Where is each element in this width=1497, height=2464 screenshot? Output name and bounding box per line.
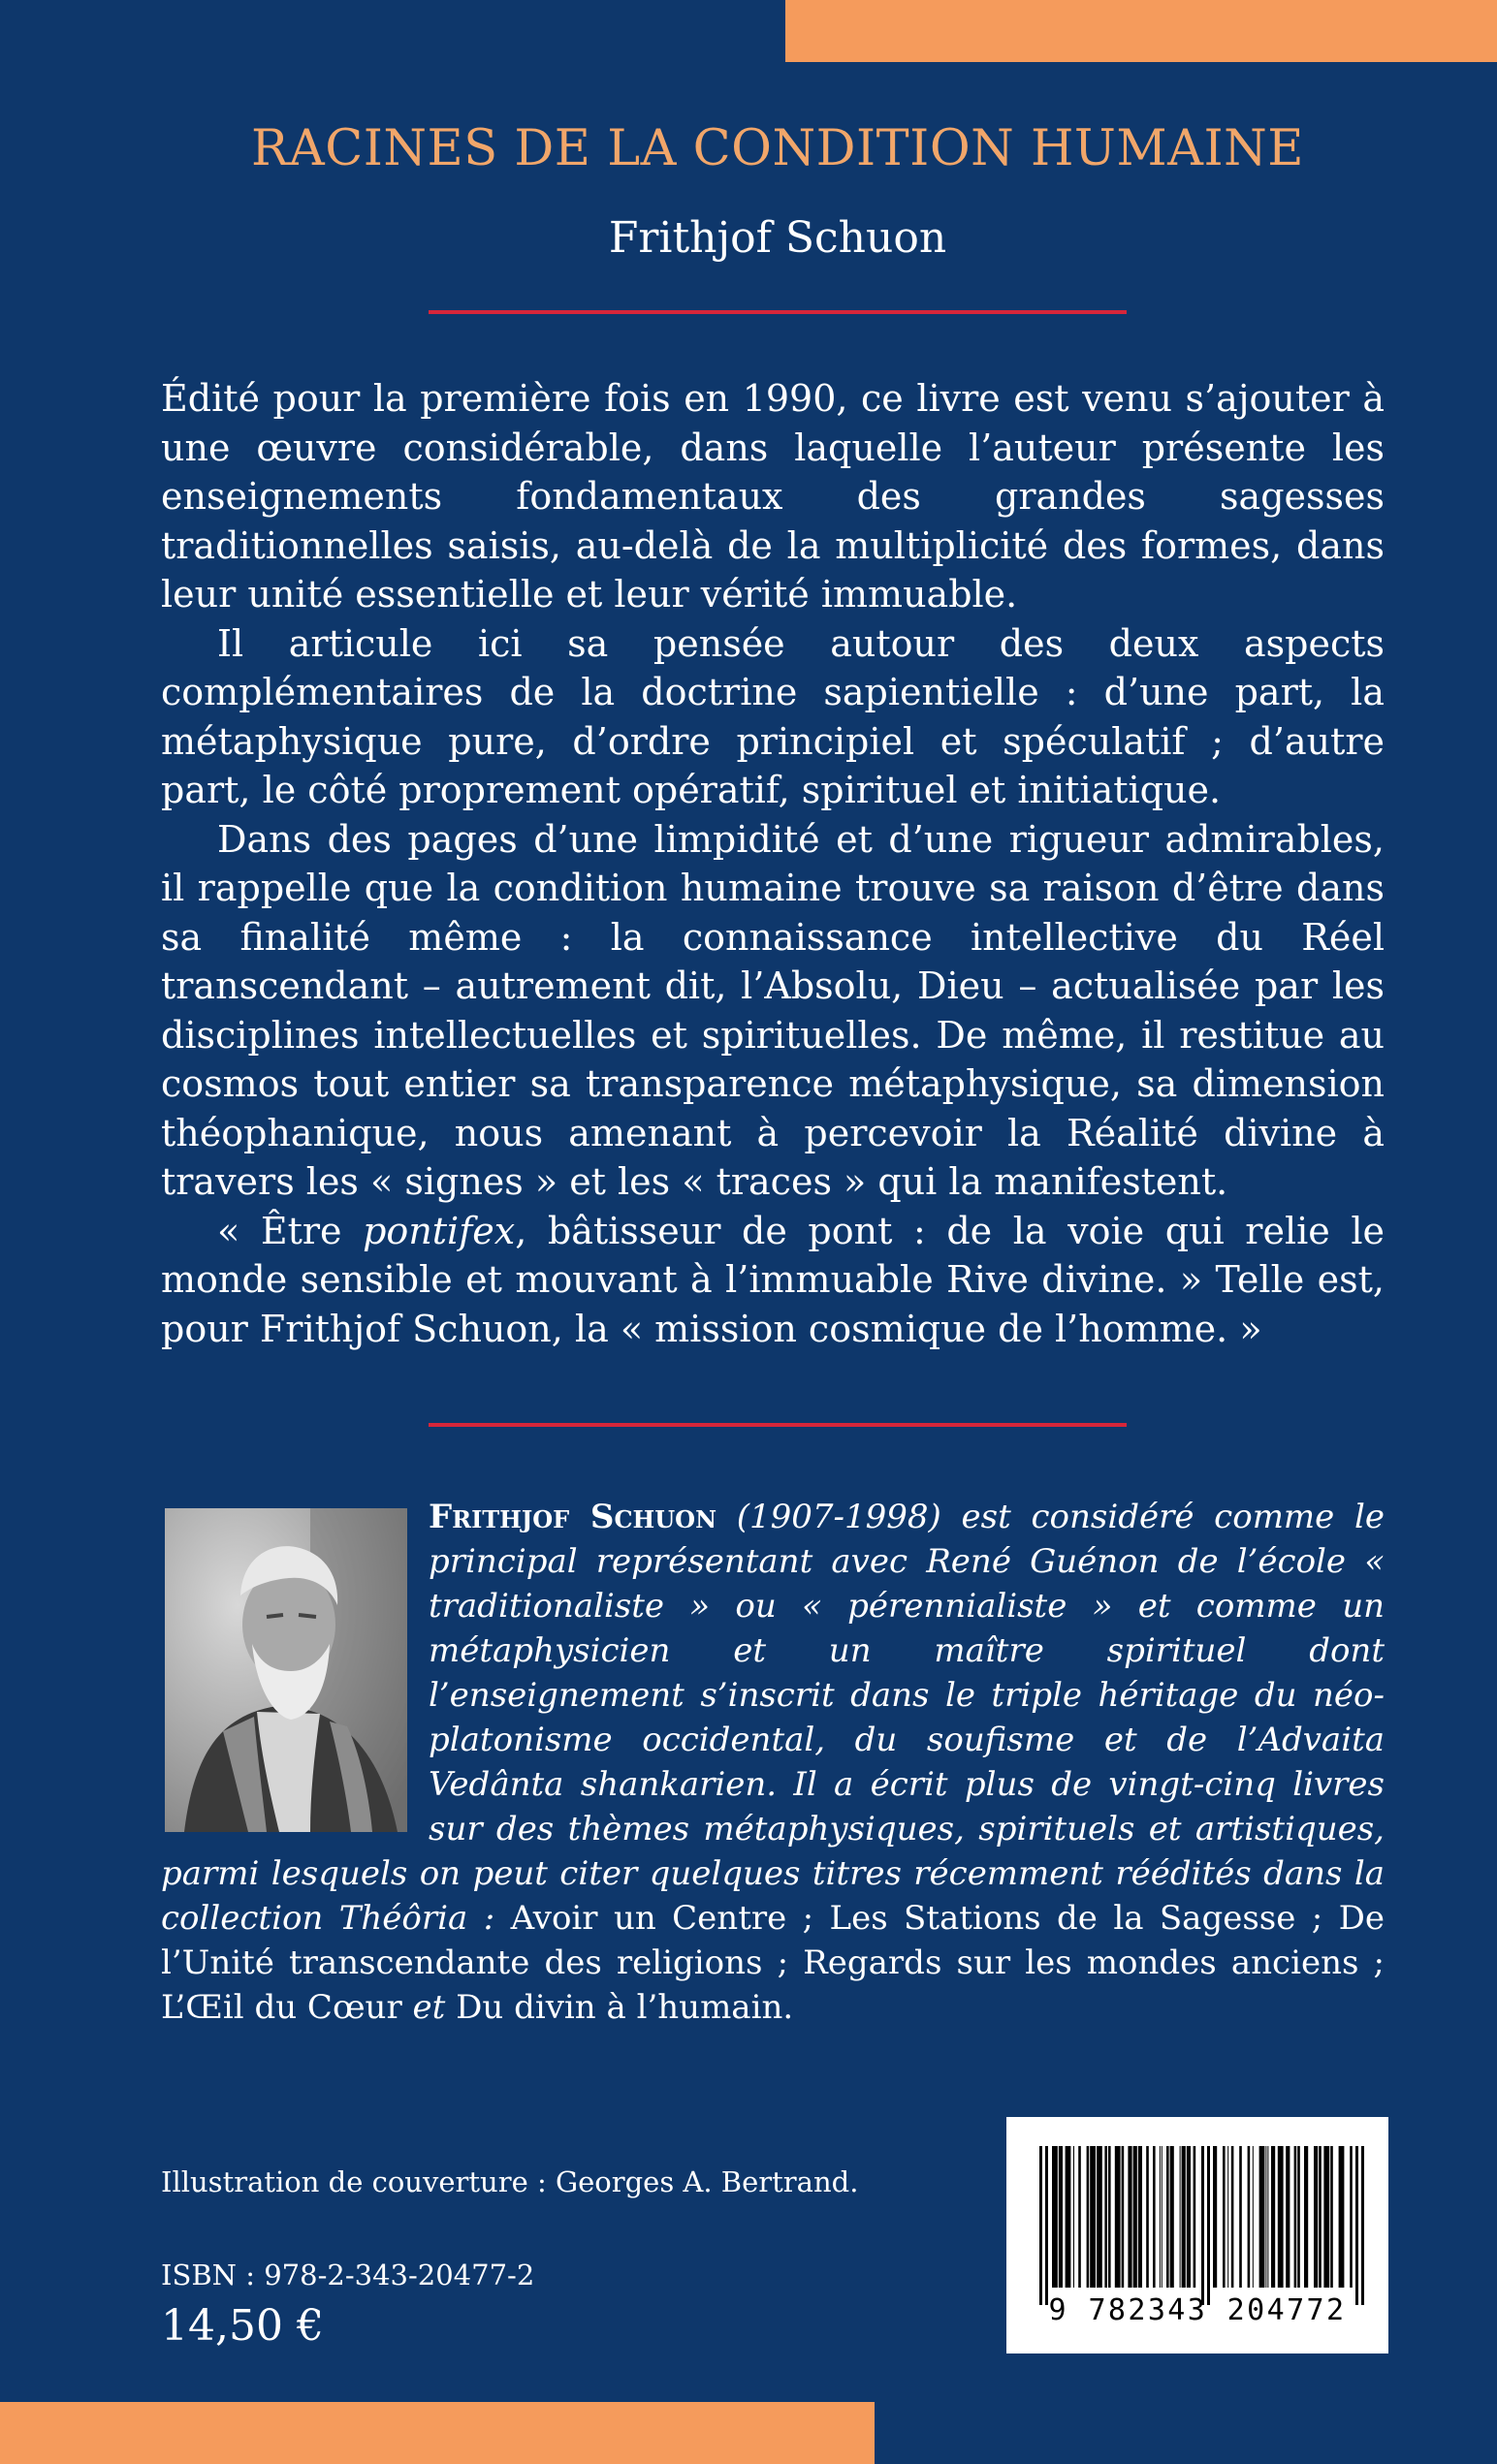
barcode — [1006, 2117, 1388, 2353]
barcode-bar — [1138, 2146, 1142, 2288]
barcode-bar — [1267, 2146, 1268, 2288]
barcode-bar — [1239, 2146, 1242, 2288]
barcode-bar — [1248, 2146, 1251, 2288]
price: 14,50 € — [161, 2301, 324, 2351]
description-paragraph-3: Dans des pages d’une limpidité et d’une rigueur admirables, il rappelle que la condition humaine trouve sa raison d’être dans sa finalité même : la connaissance intellective du Réel transcendant – autrement dit, l’Absolu, Dieu – actualisée par les disciplines intellectuelles et spirituelles. De même, il restitue au cosmos tout entier sa transparence métaphysique, sa dimension théophanique, nous amenant à percevoir la Réalité divine à travers les « signes » et les « traces » qui la manifestent. — [161, 817, 1385, 1203]
barcode-bar — [1323, 2146, 1329, 2288]
bio-titles-et: et — [412, 1988, 446, 2027]
paragraph-4-end: , bâtisseur de pont : de la voie qui relie le monde sensible et mouvant à l’immuable Rive divine. » Telle est, pour Frithjof Schuon, la « mission cosmique de l’homme. » — [161, 1209, 1385, 1350]
barcode-bar — [1115, 2146, 1121, 2288]
barcode-bar — [1330, 2146, 1333, 2288]
barcode-bar — [1073, 2146, 1074, 2288]
author-biography — [161, 1495, 1385, 2030]
bio-name-first: Frithjof — [429, 1498, 590, 1536]
barcode-bar — [1052, 2146, 1058, 2288]
barcode-bar — [1160, 2146, 1161, 2288]
bio-body: (1907-1998) est considéré comme le principal représentant avec René Guénon de l’école « traditionaliste » ou « pérennialiste » et comme un métaphysicien et un maître spirituel dont l’enseignement s’inscrit dans le triple héritage du néo-platonisme occidental, du soufisme et de l’Advaita Vedânta shankarien. Il a écrit plus de vingt-cinq livres sur des thèmes métaphysiques, spirituels et artistiques, parmi lesquels on peut citer quelques titres récemment réédités dans la collection Théôria : — [161, 1498, 1386, 1938]
bottom-accent-band — [0, 2402, 875, 2464]
barcode-bar — [1223, 2146, 1226, 2288]
barcode-bar — [1180, 2146, 1181, 2288]
barcode-bar — [1170, 2146, 1174, 2288]
barcode-bar — [1133, 2146, 1137, 2288]
bio-name-last: Schuon — [589, 1498, 717, 1536]
barcode-bar — [1259, 2146, 1265, 2288]
barcode-bar — [1304, 2146, 1308, 2288]
description-paragraph-1: Édité pour la première fois en 1990, ce livre est venu s’ajouter à une œuvre considérable, dans laquelle l’auteur présente les enseignements fondamentaux des grandes sagesses traditionnelles saisis, au-delà de la multiplicité des formes, dans leur unité essentielle et leur vérité immuable. — [161, 377, 1385, 616]
barcode-bar — [1294, 2146, 1297, 2288]
bio-titles-2: Du divin à l’humain. — [445, 1988, 794, 2027]
barcode-bar — [1146, 2146, 1149, 2288]
barcode-bar — [1278, 2146, 1284, 2288]
book-author: Frithjof Schuon — [608, 213, 947, 263]
book-title: RACINES DE LA CONDITION HUMAINE — [251, 120, 1304, 177]
barcode-bar — [1227, 2146, 1228, 2288]
barcode-bar — [1066, 2146, 1071, 2288]
description-paragraph-2: Il articule ici sa pensée autour des deux aspects complémentaires de la doctrine sapientielle : d’une part, la métaphysique pure, d’ordre principiel et spéculatif ; d’autre part, le côté proprement opératif, spirituel et initiatique. — [161, 621, 1385, 811]
description-block — [161, 374, 1385, 1353]
barcode-bar — [1153, 2146, 1156, 2288]
barcode-bar — [1314, 2146, 1318, 2288]
divider-top — [429, 310, 1127, 314]
barcode-bar — [1108, 2146, 1111, 2288]
barcode-guard-bar — [1201, 2146, 1204, 2305]
barcode-bar — [1090, 2146, 1096, 2288]
barcode-bar — [1078, 2146, 1081, 2288]
description-paragraph-4 — [161, 1207, 1385, 1354]
barcode-guard-bar — [1039, 2146, 1042, 2305]
paragraph-4-italic: pontifex — [363, 1209, 516, 1252]
barcode-bar — [1104, 2146, 1107, 2288]
barcode-bar — [1231, 2146, 1234, 2288]
barcode-bar — [1122, 2146, 1125, 2288]
barcode-bar — [1319, 2146, 1322, 2288]
cover-illustration-credit: Illustration de couverture : Georges A. Bertrand. — [161, 2165, 859, 2198]
barcode-bar — [1194, 2146, 1196, 2288]
barcode-guard-bar — [1045, 2146, 1048, 2305]
barcode-bar — [1253, 2146, 1254, 2288]
barcode-bar — [1087, 2146, 1090, 2288]
author-photo — [165, 1508, 407, 1832]
barcode-bar — [1162, 2146, 1163, 2288]
barcode-bar — [1128, 2146, 1131, 2288]
barcode-bar — [1297, 2146, 1300, 2288]
isbn: ISBN : 978-2-343-20477-2 — [161, 2259, 535, 2291]
barcode-guard-bar — [1361, 2146, 1364, 2305]
barcode-bar — [1182, 2146, 1186, 2288]
top-accent-band — [785, 0, 1497, 62]
barcode-bar — [1213, 2146, 1217, 2288]
barcode-bar — [1350, 2146, 1353, 2288]
barcode-bar — [1271, 2146, 1275, 2288]
barcode-bar — [1265, 2146, 1266, 2288]
barcode-bar — [1166, 2146, 1169, 2288]
barcode-bar — [1187, 2146, 1191, 2288]
barcode-bar — [1059, 2146, 1063, 2288]
barcode-digits: 9 782343 204772 — [1048, 2293, 1347, 2327]
barcode-guard-bar — [1355, 2146, 1358, 2305]
paragraph-4-start: « Être — [217, 1209, 364, 1252]
barcode-bar — [1097, 2146, 1102, 2288]
bio-titles-1: Avoir un Centre ; Les Stations de la Sagesse ; De l’Unité transcendante des religions ; Regards sur les mondes anciens ; L’Œil du Cœur — [161, 1899, 1385, 2027]
divider-bottom — [429, 1423, 1127, 1427]
barcode-guard-bar — [1207, 2146, 1210, 2305]
barcode-bar — [1286, 2146, 1290, 2288]
barcode-bar — [1339, 2146, 1345, 2288]
